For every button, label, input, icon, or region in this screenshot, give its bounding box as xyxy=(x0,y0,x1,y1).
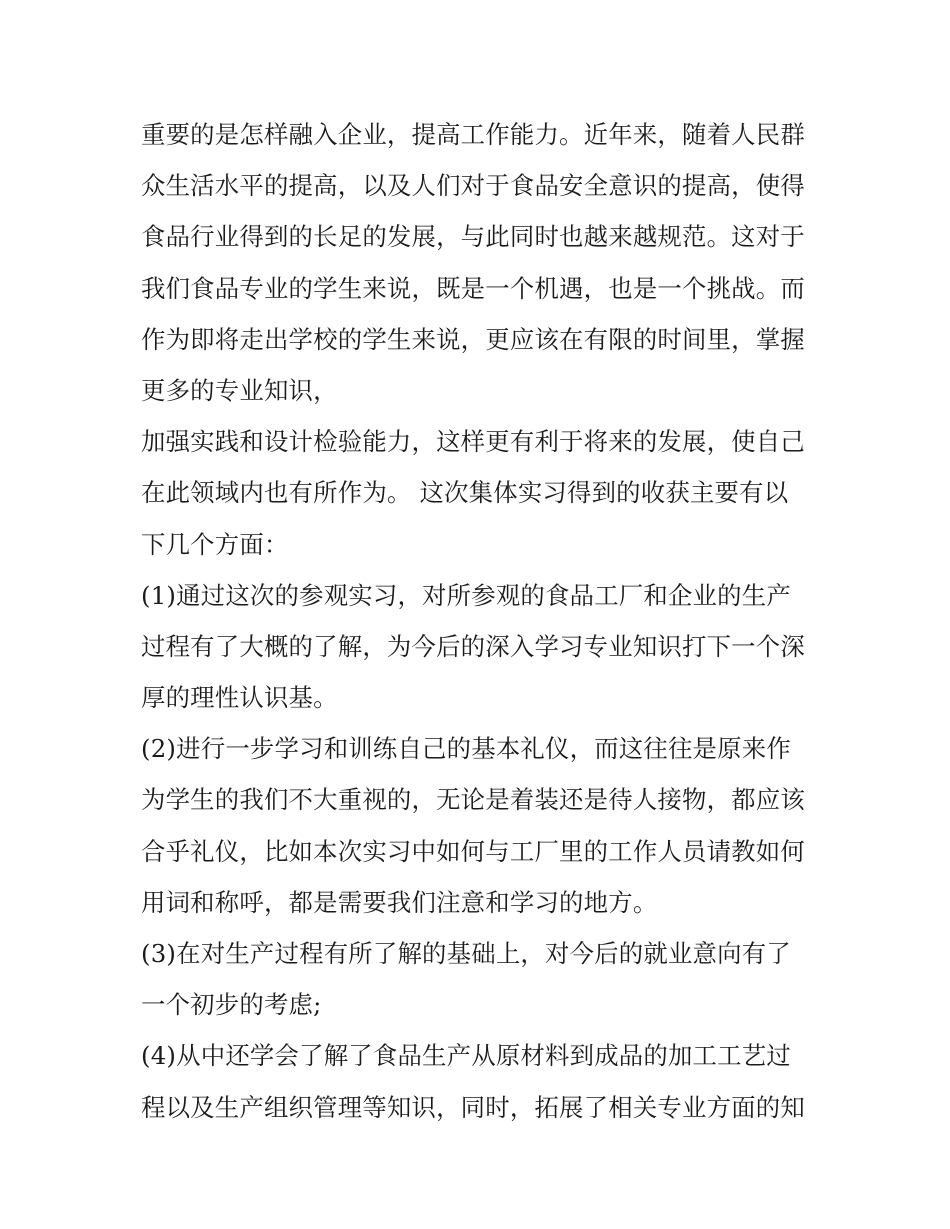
text-line: 作为即将走出学校的学生来说，更应该在有限的时间里，掌握 xyxy=(141,324,805,354)
text-line: 下几个方面： xyxy=(141,529,289,559)
text-line: 过程有了大概的了解，为今后的深入学习专业知识打下一个深 xyxy=(141,631,805,661)
text-line: (3)在对生产过程有所了解的基础上，对今后的就业意向有了 xyxy=(141,939,791,968)
text-line: 为学生的我们不大重视的，无论是着装还是待人接物，都应该 xyxy=(141,785,805,815)
text-line: 程以及生产组织管理等知识，同时，拓展了相关专业方面的知 xyxy=(141,1092,805,1122)
text-line: 众生活水平的提高，以及人们对于食品安全意识的提高，使得 xyxy=(141,171,805,201)
text-line: (1)通过这次的参观实习，对所参观的食品工厂和企业的生产 xyxy=(141,580,791,610)
text-line: 厚的理性认识基。 xyxy=(141,683,338,713)
body-text xyxy=(141,109,821,1133)
text-line: (2)进行一步学习和训练自己的基本礼仪，而这往往是原来作 xyxy=(141,734,791,764)
text-line: 食品行业得到的长足的发展，与此同时也越来越规范。这对于 xyxy=(141,222,805,252)
text-line: 合乎礼仪，比如本次实习中如何与工厂里的工作人员请教如何 xyxy=(141,836,805,866)
text-line: (4)从中还学会了解了食品生产从原材料到成品的加工工艺过 xyxy=(141,1041,791,1071)
text-line: 一个初步的考虑; xyxy=(141,990,322,1020)
text-line: 重要的是怎样融入企业，提高工作能力。近年来，随着人民群 xyxy=(141,120,805,149)
text-line: 更多的专业知识， xyxy=(141,375,338,405)
text-line: 用词和称呼，都是需要我们注意和学习的地方。 xyxy=(141,887,658,917)
text-line: 我们食品专业的学生来说，既是一个机遇，也是一个挑战。而 xyxy=(141,273,805,303)
text-line: 加强实践和设计检验能力，这样更有利于将来的发展，使自己 xyxy=(141,427,805,457)
text-line: 在此领域内也有所作为。 这次集体实习得到的收获主要有以 xyxy=(141,478,789,508)
